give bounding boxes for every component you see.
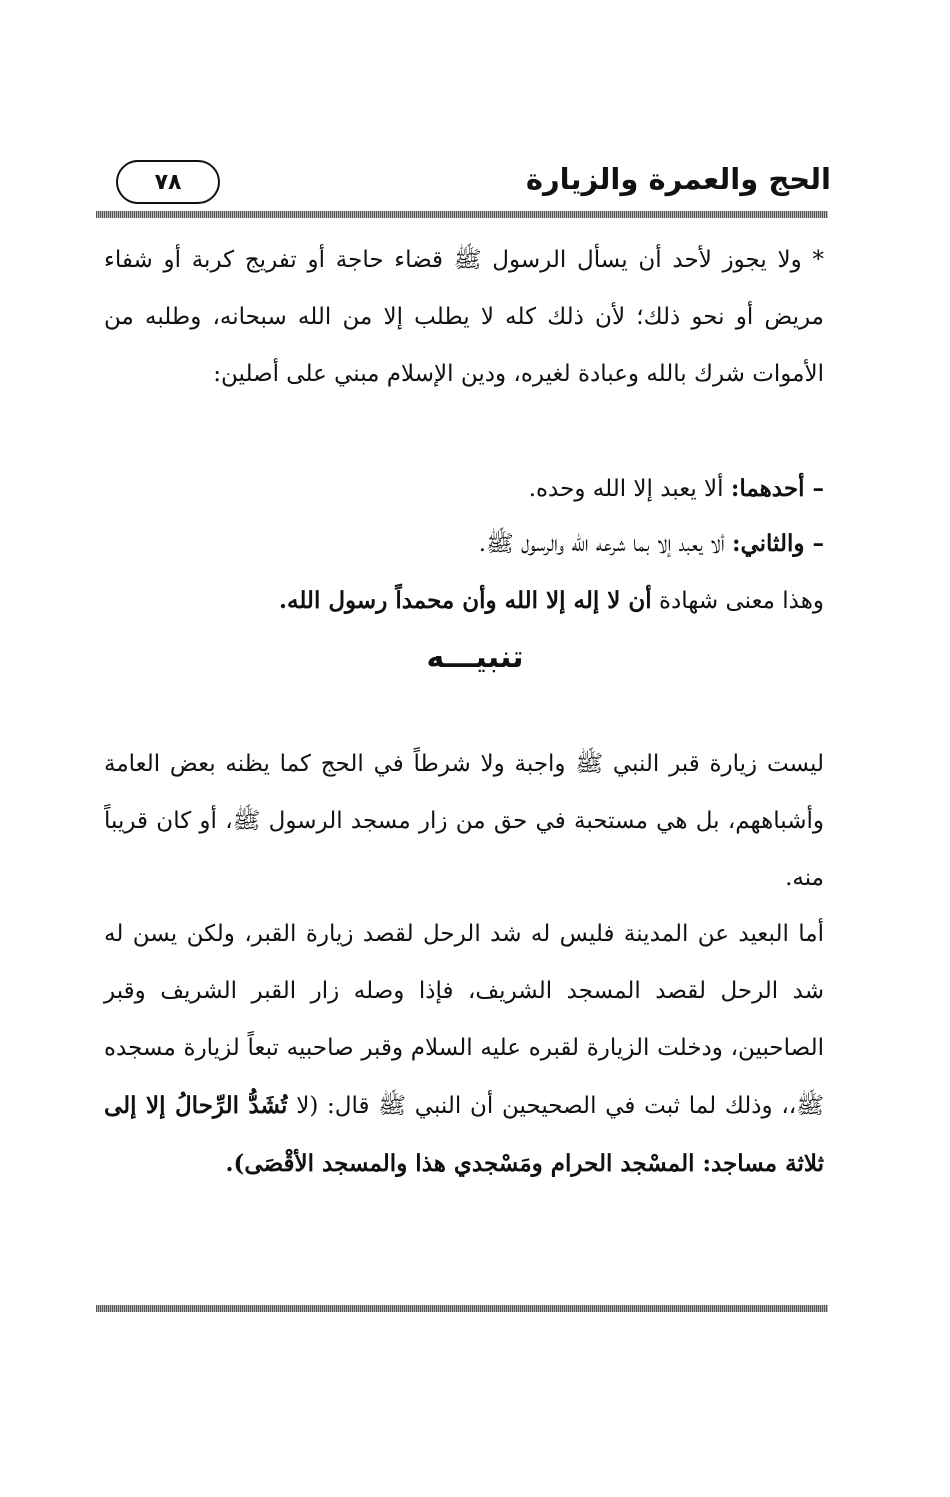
list-item-label: – والثاني: <box>731 530 824 557</box>
paragraph: ليست زيارة قبر النبي ﷺ واجبة ولا شرطاً في الحج كما يظنه بعض العامة وأشباههم، بل هي مستحبة في حق من زار مسجد الرسول ﷺ، أو كان قريباً منه. <box>104 751 824 891</box>
list-item-text: ألا يعبد إلا بما شرعه الله والرسول ﷺ. <box>478 531 725 557</box>
footer-rule <box>96 1305 828 1312</box>
meaning-line <box>279 572 824 630</box>
paragraph <box>104 906 824 1193</box>
page-header <box>96 160 831 210</box>
list-item <box>529 460 824 518</box>
section-title: تنبيـــه <box>426 640 524 675</box>
list-item <box>479 515 824 573</box>
meaning-intro: وهذا معنى شهادة <box>658 588 824 614</box>
page-number: ٧٨ <box>116 160 220 204</box>
meaning-bold: أن لا إله إلا الله وأن محمداً رسول الله. <box>278 587 652 614</box>
hadith-quote: تُشَدُّ الرِّحالُ إلا إلى ثلاثة مساجد: المسْجد الحرام ومَسْجدي هذا والمسجد الأقْصَى). <box>104 1092 824 1177</box>
list-item-text: ألا يعبد إلا الله وحده. <box>528 476 724 502</box>
header-rule <box>96 211 828 218</box>
running-title: الحج والعمرة والزيارة <box>525 162 831 196</box>
list-item-label: – أحدهما: <box>730 475 824 502</box>
paragraph: * ولا يجوز لأحد أن يسأل الرسول ﷺ قضاء حاجة أو تفريج كربة أو شفاء مريض أو نحو ذلك؛ لأن ذلك كله لا يطلب إلا من الله سبحانه، وطلبه من الأموات شرك بالله وعبادة لغيره، ودين الإسلام مبني على أصلين: <box>104 247 824 387</box>
paragraph-text: أما البعيد عن المدينة فليس له شد الرحل لقصد زيارة القبر، ولكن يسن له شد الرحل لقصد المسجد الشريف، فإذا وصله زار القبر الشريف وقبر الصاحبين، ودخلت الزيارة لقبره عليه السلام وقبر صاحبيه تبعاً لزيارة مسجده ﷺ،، وذلك لما ثبت في الصحيحين أن النبي ﷺ قال: (لا <box>104 921 824 1119</box>
